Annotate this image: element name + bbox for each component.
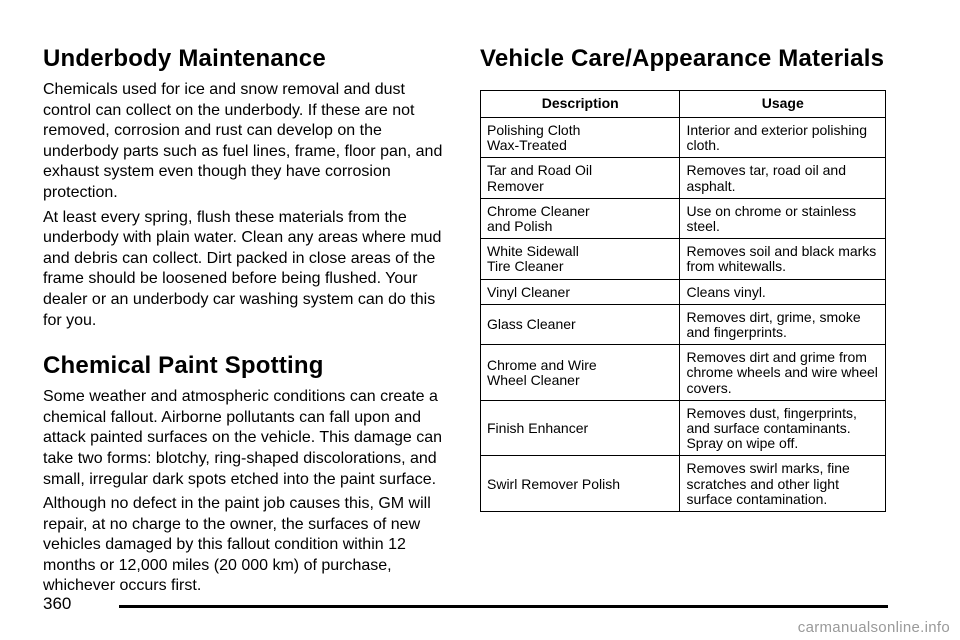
- row-description: Chrome and Wire Wheel Cleaner: [481, 345, 680, 401]
- row-description: Glass Cleaner: [481, 304, 680, 344]
- left-column: [43, 44, 453, 597]
- page-number: 360: [43, 594, 72, 613]
- footer-divider: [119, 605, 888, 608]
- row-usage: Use on chrome or stainless steel.: [680, 198, 886, 238]
- underbody-maintenance-heading: Underbody Maintenance: [43, 45, 326, 72]
- table-row: [481, 198, 886, 238]
- table-row: [481, 456, 886, 512]
- page-footer: [43, 592, 888, 616]
- table-row: [481, 118, 886, 158]
- right-column: [480, 44, 888, 512]
- table-header-row: [481, 91, 886, 118]
- row-usage: Removes dust, fingerprints, and surface contaminants. Spray on wipe off.: [680, 400, 886, 456]
- row-usage: Removes swirl marks, fine scratches and other light surface contamination.: [680, 456, 886, 512]
- row-usage: Removes dirt, grime, smoke and fingerprints.: [680, 304, 886, 344]
- table-row: [481, 239, 886, 279]
- table-row: [481, 345, 886, 401]
- row-description: Finish Enhancer: [481, 400, 680, 456]
- row-description: Chrome Cleaner and Polish: [481, 198, 680, 238]
- row-description: Swirl Remover Polish: [481, 456, 680, 512]
- row-usage: Cleans vinyl.: [680, 279, 886, 304]
- row-usage: Removes dirt and grime from chrome wheels and wire wheel covers.: [680, 345, 886, 401]
- row-description: Vinyl Cleaner: [481, 279, 680, 304]
- row-description: Tar and Road Oil Remover: [481, 158, 680, 198]
- underbody-paragraph-1: Chemicals used for ice and snow removal and dust control can collect on the underbody. If these are not removed, corrosion and rust can develop on the underbody parts such as fuel lines, frame, floor pan, and exhaust system even though they have corrosion protection.: [43, 81, 443, 201]
- row-usage: Interior and exterior polishing cloth.: [680, 118, 886, 158]
- care-materials-heading: Vehicle Care/Appearance Materials: [480, 45, 885, 72]
- table-row: [481, 279, 886, 304]
- paint-paragraph-1: Some weather and atmospheric conditions can create a chemical fallout. Airborne pollutants can fall upon and attack painted surfaces on the vehicle. This damage can take two forms: blotchy, ring-shaped discolorations, and small, irregular dark spots etched into the paint surface.: [43, 388, 443, 488]
- row-description: Polishing Cloth Wax-Treated: [481, 118, 680, 158]
- row-usage: Removes tar, road oil and asphalt.: [680, 158, 886, 198]
- paint-paragraph-2: Although no defect in the paint job causes this, GM will repair, at no charge to the owner, the surfaces of new vehicles damaged by this fallout condition within 12 months or 12,000 miles (20 000 km) of purchase, whichever occurs first.: [43, 495, 431, 595]
- table-row: [481, 304, 886, 344]
- table-row: [481, 400, 886, 456]
- underbody-paragraph-2: At least every spring, flush these materials from the underbody with plain water. Clean any areas where mud and debris can collect. Dirt packed in close areas of the frame should be loosened before being flushed. Your dealer or an underbody car washing system can do this for you.: [43, 208, 442, 329]
- table-row: [481, 158, 886, 198]
- description-column-header: Description: [481, 91, 680, 118]
- row-usage: Removes soil and black marks from whitewalls.: [680, 239, 886, 279]
- site-watermark: carmanualsonline.info: [797, 619, 950, 636]
- usage-column-header: Usage: [680, 91, 886, 118]
- care-materials-table: [480, 90, 886, 512]
- row-description: White Sidewall Tire Cleaner: [481, 239, 680, 279]
- chemical-paint-spotting-heading: Chemical Paint Spotting: [43, 352, 324, 380]
